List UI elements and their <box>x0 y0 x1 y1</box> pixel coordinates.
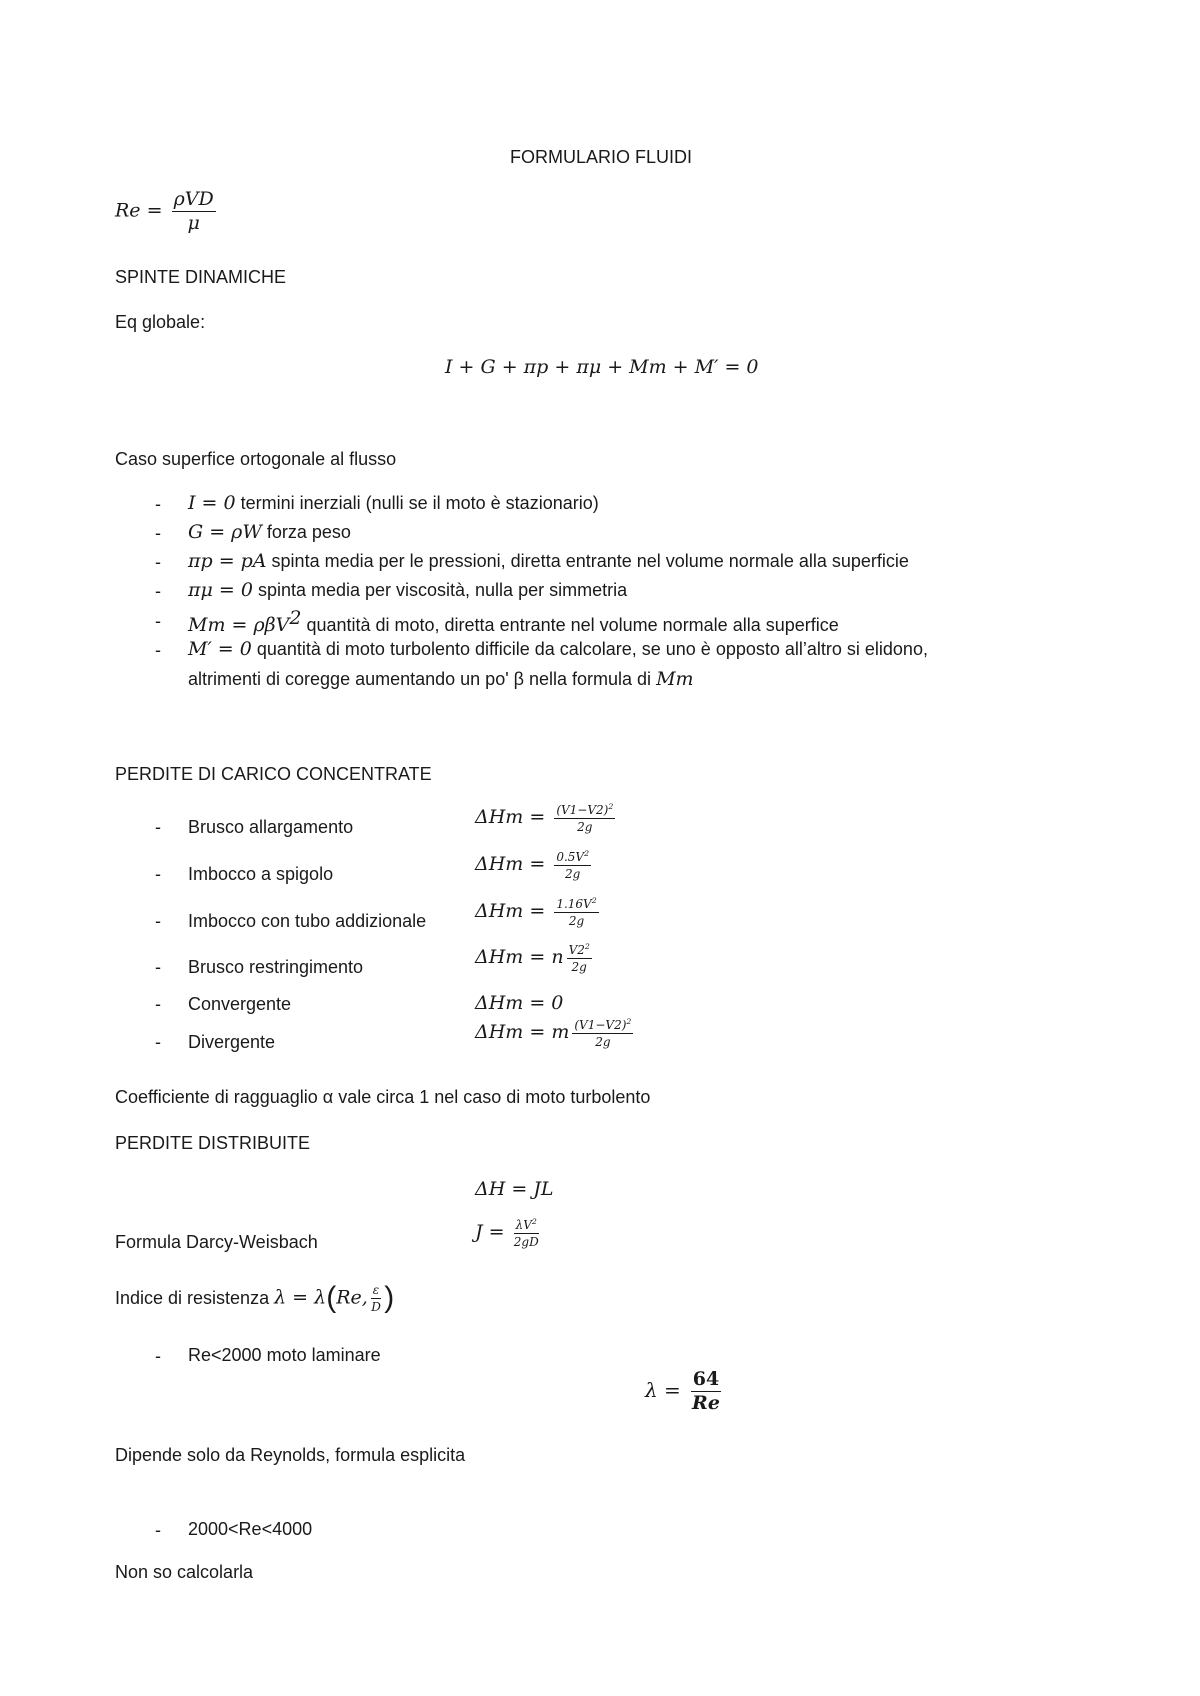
list-dash: - <box>155 523 161 543</box>
formula-lhs: ΔHm = <box>475 853 546 875</box>
fraction-denominator: 2g <box>571 960 587 974</box>
list-item-label: Divergente <box>188 1032 276 1052</box>
list-item-math: I = 0 <box>188 492 236 514</box>
formula <box>475 803 618 833</box>
formula-lhs: ΔHm = <box>475 1021 546 1043</box>
re-transition-text: 2000<Re<4000 <box>188 1519 313 1539</box>
list-item-label: Brusco allargamento <box>188 817 354 837</box>
delta-h-formula: ΔH = JL <box>475 1178 554 1200</box>
darcy-numerator-sup: 2 <box>531 1217 537 1226</box>
lambda-laminar-formula <box>645 1370 724 1413</box>
reynolds-lhs: Re <box>115 199 141 222</box>
fraction-numerator <box>554 803 615 819</box>
formula-prefix: n <box>551 946 564 968</box>
list-dash: - <box>155 994 161 1014</box>
list-dash: - <box>155 1346 161 1366</box>
list-dash: - <box>155 817 161 837</box>
list-item-text: spinta media per le pressioni, diretta entrante nel volume normale alla superficie <box>266 551 909 571</box>
formula-fraction <box>572 1018 633 1048</box>
numerator-text: 0.5V <box>556 850 585 864</box>
list-item-sup: 2 <box>289 607 302 629</box>
formula-fraction <box>567 943 592 973</box>
darcy-numerator-text: λV <box>515 1218 532 1232</box>
formula-fraction <box>554 850 591 880</box>
lambda-denominator: Re <box>692 1392 720 1414</box>
fraction-denominator: 2g <box>595 1035 611 1049</box>
indice-arg: Re, <box>336 1286 368 1309</box>
darcy-denominator: 2gD <box>513 1235 539 1249</box>
section-perdite-distribuite: PERDITE DISTRIBUITE <box>115 1133 311 1153</box>
indice-denominator: D <box>371 1299 381 1314</box>
dipende-text: Dipende solo da Reynolds, formula esplicita <box>115 1445 466 1465</box>
formula-prefix: m <box>551 1021 570 1043</box>
reynolds-formula <box>115 190 219 233</box>
list-item-continuation <box>188 670 694 689</box>
list-dash: - <box>155 1520 161 1540</box>
list-dash: - <box>155 864 161 884</box>
list-item-text: quantità di moto, diretta entrante nel volume normale alla superfice <box>301 615 839 635</box>
list-item-text: quantità di moto turbolento difficile da calcolare, se uno è opposto all’altro si elidono, <box>251 639 928 659</box>
darcy-label: Formula Darcy-Weisbach <box>115 1232 318 1252</box>
formula <box>475 1018 636 1048</box>
numerator-text: V2 <box>568 943 585 957</box>
formula-lhs: ΔHm = <box>475 900 546 922</box>
formula <box>475 897 602 927</box>
list-dash: - <box>155 1032 161 1052</box>
list-dash: - <box>155 552 161 572</box>
numerator-sup: 2 <box>584 942 590 951</box>
list-item-content <box>188 523 351 542</box>
fraction-denominator: 2g <box>577 820 593 834</box>
list-item-text: forza peso <box>261 522 351 542</box>
section-spinte-dinamiche: SPINTE DINAMICHE <box>115 267 287 287</box>
darcy-numerator <box>514 1218 539 1234</box>
reynolds-numerator: ρVD <box>173 188 214 210</box>
list-item-math: πp = pA <box>188 550 267 572</box>
list-item-math: Mm = ρβV <box>188 614 290 636</box>
darcy-fraction <box>514 1218 539 1248</box>
fraction-numerator <box>567 943 592 959</box>
formula: ΔHm = 0 <box>475 992 564 1014</box>
re-laminar-text: Re<2000 moto laminare <box>188 1345 381 1365</box>
lambda-numerator: 64 <box>692 1368 720 1390</box>
continuation-math: Mm <box>656 668 694 690</box>
list-item-content <box>188 640 928 659</box>
indice-numerator: ε <box>372 1282 380 1297</box>
list-item-label: Imbocco con tubo addizionale <box>188 911 427 931</box>
fraction-denominator: 2g <box>568 914 585 928</box>
list-item-content <box>188 552 909 571</box>
numerator-sup: 2 <box>608 802 614 811</box>
fraction-numerator <box>554 897 598 913</box>
indice-close-paren: ) <box>384 1281 395 1314</box>
list-dash: - <box>155 957 161 977</box>
lambda-lhs: λ = <box>645 1378 681 1402</box>
list-dash: - <box>155 640 161 660</box>
list-item-math: M′ = 0 <box>188 638 252 660</box>
numerator-text: (V1−V2) <box>556 803 609 817</box>
list-item-label: Brusco restringimento <box>188 957 364 977</box>
caso-label: Caso superfice ortogonale al flusso <box>115 449 397 469</box>
darcy-lhs: J = <box>475 1221 505 1243</box>
list-item-content <box>188 609 839 635</box>
indice-label: Indice di resistenza <box>115 1288 275 1308</box>
list-item-text: spinta media per viscosità, nulla per simmetria <box>252 580 628 600</box>
list-item-content <box>188 494 599 513</box>
list-dash: - <box>155 911 161 931</box>
fraction-numerator <box>554 850 591 866</box>
formula-fraction <box>554 897 598 927</box>
reynolds-eq: = <box>146 199 163 222</box>
list-item-math: G = ρW <box>188 521 262 543</box>
list-item-math: πμ = 0 <box>188 579 253 601</box>
list-item-label: Convergente <box>188 994 292 1014</box>
formula-fraction <box>554 803 615 833</box>
fraction-denominator: 2g <box>565 867 581 881</box>
formula-lhs: ΔHm = <box>475 946 546 968</box>
list-item-content <box>188 581 627 600</box>
section-perdite-concentrate: PERDITE DI CARICO CONCENTRATE <box>115 764 432 784</box>
numerator-sup: 2 <box>626 1017 632 1026</box>
continuation-text: altrimenti di coregge aumentando un po' β nella formula di <box>188 669 657 689</box>
list-item-label: Imbocco a spigolo <box>188 864 334 884</box>
numerator-sup: 2 <box>591 896 597 905</box>
list-dash: - <box>155 494 161 514</box>
numerator-sup: 2 <box>584 849 590 858</box>
page-title: FORMULARIO FLUIDI <box>510 147 693 167</box>
indice-open-paren: ( <box>326 1281 337 1314</box>
formula <box>475 943 595 973</box>
non-so-text: Non so calcolarla <box>115 1562 254 1582</box>
formula-lhs: ΔHm = <box>475 806 546 828</box>
fraction-numerator <box>572 1018 633 1034</box>
eq-globale-label: Eq globale: <box>115 312 206 332</box>
indice-resistenza <box>115 1283 394 1313</box>
indice-fraction <box>371 1284 381 1313</box>
indice-lhs: λ = λ <box>274 1286 327 1309</box>
reynolds-denominator: μ <box>187 212 200 234</box>
list-item-text: termini inerziali (nulli se il moto è stazionario) <box>235 493 599 513</box>
formula <box>475 850 594 880</box>
list-dash: - <box>155 611 161 631</box>
numerator-text: 1.16V <box>556 897 592 911</box>
numerator-text: (V1−V2) <box>574 1018 627 1032</box>
list-dash: - <box>155 581 161 601</box>
lambda-fraction <box>691 1370 721 1413</box>
eq-globale-formula: I + G + πp + πμ + Mm + M′ = 0 <box>445 356 759 378</box>
coefficiente-text: Coefficiente di ragguaglio α vale circa 1 nel caso di moto turbolento <box>115 1087 651 1107</box>
darcy-formula <box>475 1218 542 1248</box>
reynolds-fraction <box>172 190 216 233</box>
